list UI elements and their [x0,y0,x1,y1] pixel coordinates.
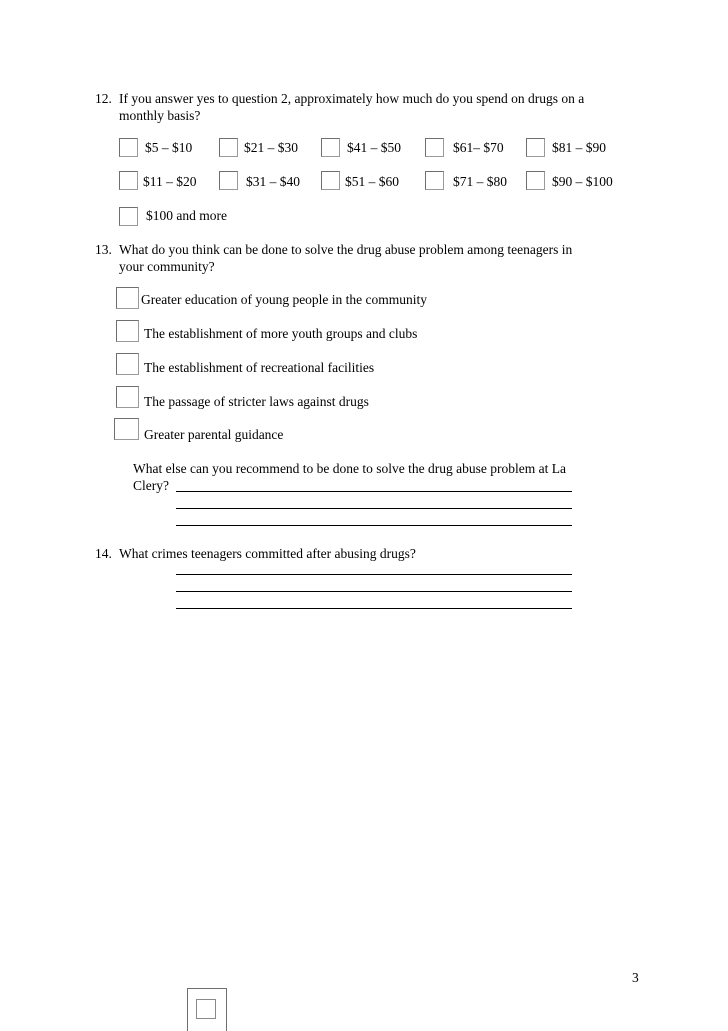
q14-number: 14. [95,546,112,561]
checkbox-61-70[interactable] [425,138,444,157]
page-number: 3 [632,970,639,985]
checkbox-5-10[interactable] [119,138,138,157]
checkbox-greater-education[interactable] [116,287,139,309]
checkbox-stricter-laws[interactable] [116,386,139,408]
option-11-20: $11 – $20 [143,174,197,189]
q12-number: 12. [95,91,112,106]
option-90-100: $90 – $100 [552,174,613,189]
option-100-and-more: $100 and more [146,208,227,223]
q13-followup-line1: What else can you recommend to be done to solve the drug abuse problem at La [133,461,566,476]
checkbox-90-100[interactable] [526,171,545,190]
checkbox-11-20[interactable] [119,171,138,190]
option-81-90: $81 – $90 [552,140,606,155]
checkbox-31-40[interactable] [219,171,238,190]
answer-line[interactable] [176,508,572,509]
answer-line[interactable] [176,591,572,592]
q13-number: 13. [95,242,112,257]
option-41-50: $41 – $50 [347,140,401,155]
option-5-10: $5 – $10 [145,140,193,155]
checkbox-51-60[interactable] [321,171,340,190]
answer-line[interactable] [176,608,572,609]
checkbox-71-80[interactable] [425,171,444,190]
option-recreational-facilities: The establishment of recreational facilities [144,360,375,375]
option-61-70: $61– $70 [453,140,504,155]
option-71-80: $71 – $80 [453,174,507,189]
q12-question-line1: If you answer yes to question 2, approximately how much do you spend on drugs on a [119,91,585,106]
option-youth-groups: The establishment of more youth groups and clubs [144,326,418,341]
footer-inner-box [196,999,216,1019]
checkbox-21-30[interactable] [219,138,238,157]
option-51-60: $51 – $60 [345,174,399,189]
checkbox-recreational-facilities[interactable] [116,353,139,375]
answer-line[interactable] [176,491,572,492]
checkbox-parental-guidance[interactable] [114,418,139,440]
option-21-30: $21 – $30 [244,140,298,155]
option-stricter-laws: The passage of stricter laws against drugs [144,394,369,409]
footer-box [187,988,227,1031]
q13-question-line1: What do you think can be done to solve the drug abuse problem among teenagers in [119,242,573,257]
checkbox-81-90[interactable] [526,138,545,157]
q12-question-line2: monthly basis? [119,108,201,123]
option-greater-education: Greater education of young people in the community [141,292,428,307]
q13-question-line2: your community? [119,259,215,274]
option-parental-guidance: Greater parental guidance [144,427,284,442]
answer-line[interactable] [176,574,572,575]
option-31-40: $31 – $40 [246,174,300,189]
q13-followup-line2: Clery? [133,478,169,493]
checkbox-100-and-more[interactable] [119,207,138,226]
q14-question: What crimes teenagers committed after abusing drugs? [119,546,416,561]
checkbox-youth-groups[interactable] [116,320,139,342]
answer-line[interactable] [176,525,572,526]
checkbox-41-50[interactable] [321,138,340,157]
